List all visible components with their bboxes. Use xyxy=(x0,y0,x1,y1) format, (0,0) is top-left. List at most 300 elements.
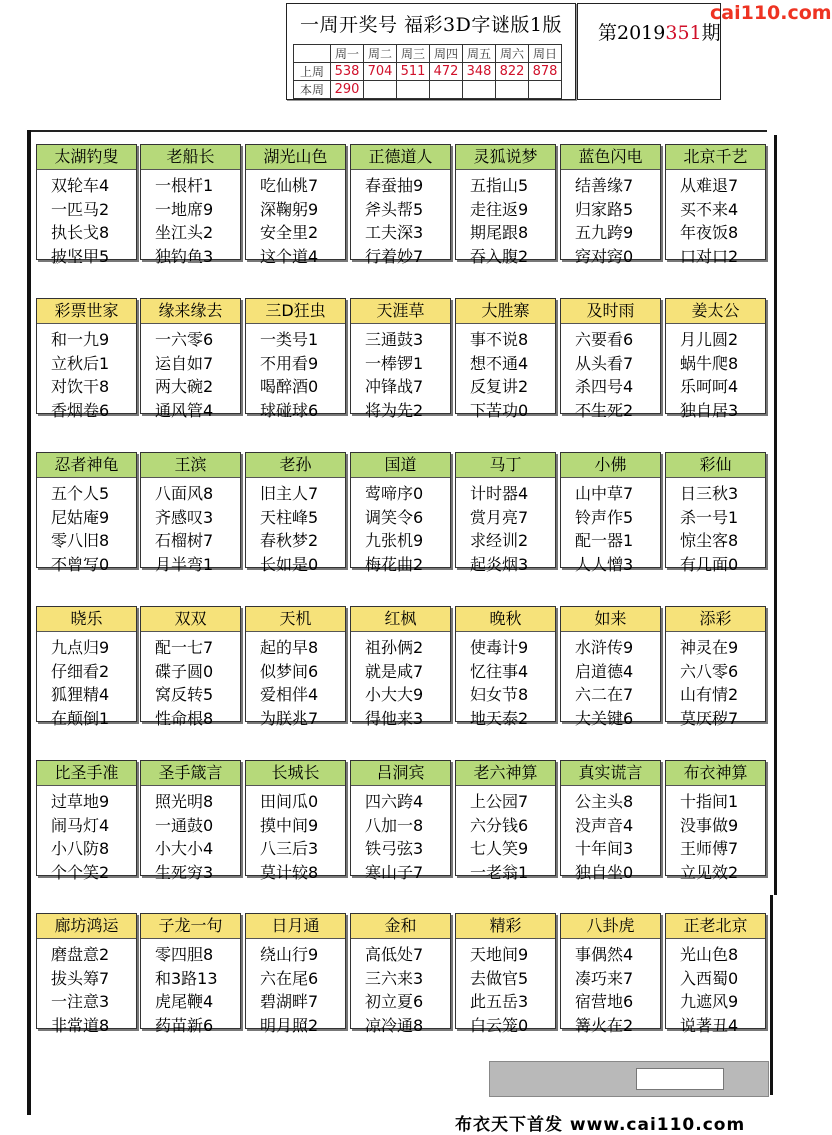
riddle-line: 碧湖畔7 xyxy=(260,992,319,1011)
card-riddle-lines xyxy=(575,636,633,730)
card-author-name: 大胜寨 xyxy=(456,299,555,324)
card-author-name: 圣手箴言 xyxy=(141,761,240,786)
riddle-line: 虎尾鞭4 xyxy=(155,992,214,1011)
card-riddle-lines xyxy=(365,328,423,422)
card-riddle-lines xyxy=(51,328,109,422)
card-author-name: 如来 xyxy=(561,607,660,632)
card-author-name: 天涯草 xyxy=(351,299,450,324)
riddle-card xyxy=(455,144,556,266)
riddle-line: 惊尘客8 xyxy=(680,531,739,550)
riddle-card xyxy=(350,913,451,1035)
card-riddle-lines xyxy=(680,328,738,422)
riddle-card xyxy=(455,760,556,882)
riddle-line: 启道德4 xyxy=(575,661,634,681)
riddle-line: 不用看9 xyxy=(260,353,319,373)
riddle-line: 球碰球6 xyxy=(260,400,319,420)
riddle-line: 绕山行9 xyxy=(260,945,319,964)
riddle-line: 小八防8 xyxy=(51,839,110,858)
riddle-card xyxy=(350,606,451,728)
riddle-line: 结善缘7 xyxy=(575,176,634,195)
riddle-line: 斧头帮5 xyxy=(365,199,424,219)
card-author-name: 晚秋 xyxy=(456,607,555,632)
riddle-line: 披坚甲5 xyxy=(51,246,110,266)
card-riddle-lines xyxy=(575,482,633,576)
card-author-name: 蓝色闪电 xyxy=(561,145,660,170)
riddle-line: 六在尾6 xyxy=(260,968,319,988)
card-riddle-lines xyxy=(365,636,423,730)
riddle-line: 九遮风9 xyxy=(680,992,739,1011)
riddle-line: 地天泰2 xyxy=(470,708,529,728)
day-label: 周三 xyxy=(397,45,430,63)
card-riddle-lines xyxy=(155,174,213,268)
riddle-card xyxy=(665,606,766,728)
riddle-line: 赏月亮7 xyxy=(470,507,529,527)
riddle-line: 不曾写0 xyxy=(51,554,110,574)
day-label: 周一 xyxy=(331,45,364,63)
draw-value xyxy=(430,81,463,99)
riddle-line: 碟子圆0 xyxy=(155,661,214,681)
card-author-name: 王滨 xyxy=(141,453,240,478)
draw-value: 822 xyxy=(496,63,529,81)
riddle-line: 齐感叹3 xyxy=(155,507,214,527)
card-riddle-lines xyxy=(680,943,738,1037)
riddle-card xyxy=(455,913,556,1035)
riddle-card xyxy=(245,606,346,728)
footer-text: 布衣天下首发 www.cai110.com xyxy=(455,1115,746,1135)
card-author-name: 八卦虎 xyxy=(561,914,660,939)
card-riddle-lines xyxy=(365,943,423,1037)
riddle-line: 配一七7 xyxy=(155,638,214,657)
riddle-line: 五指山5 xyxy=(470,176,529,195)
riddle-line: 旧主人7 xyxy=(260,484,319,503)
riddle-line: 此五岳3 xyxy=(470,992,529,1011)
card-author-name: 忍者神龟 xyxy=(37,453,136,478)
riddle-line: 四六跨4 xyxy=(365,792,424,811)
riddle-line: 一类号1 xyxy=(260,330,319,349)
riddle-line: 高低处7 xyxy=(365,945,424,964)
riddle-line: 零八旧8 xyxy=(51,531,110,550)
riddle-line: 买不来4 xyxy=(680,199,739,219)
draw-value xyxy=(496,81,529,99)
draw-value xyxy=(397,81,430,99)
card-riddle-lines xyxy=(155,482,213,576)
draw-value xyxy=(364,81,397,99)
riddle-line: 石榴树7 xyxy=(155,531,214,550)
card-author-name: 姜太公 xyxy=(666,299,765,324)
card-author-name: 布衣神算 xyxy=(666,761,765,786)
riddle-line: 一匹马2 xyxy=(51,199,110,219)
card-author-name: 天机 xyxy=(246,607,345,632)
riddle-line: 香烟卷6 xyxy=(51,400,110,420)
day-label: 周二 xyxy=(364,45,397,63)
card-riddle-lines xyxy=(260,943,318,1037)
day-label: 周六 xyxy=(496,45,529,63)
riddle-line: 调笑令6 xyxy=(365,507,424,527)
riddle-line: 狐狸精4 xyxy=(51,685,110,704)
card-riddle-lines xyxy=(470,943,528,1037)
riddle-line: 事偶然4 xyxy=(575,945,634,964)
card-author-name: 国道 xyxy=(351,453,450,478)
riddle-line: 山中草7 xyxy=(575,484,634,503)
riddle-line: 求经训2 xyxy=(470,531,529,550)
riddle-line: 起炎烟3 xyxy=(470,554,529,574)
riddle-line: 三六来3 xyxy=(365,968,424,988)
riddle-line: 走往返9 xyxy=(470,199,529,219)
riddle-line: 尼姑庵9 xyxy=(51,507,110,527)
riddle-line: 这个道4 xyxy=(260,246,319,266)
riddle-line: 磨盘意2 xyxy=(51,945,110,964)
riddle-line: 有几面0 xyxy=(680,554,739,574)
card-author-name: 正老北京 xyxy=(666,914,765,939)
card-author-name: 日月通 xyxy=(246,914,345,939)
riddle-line: 深鞠躬9 xyxy=(260,199,319,219)
riddle-line: 初立夏6 xyxy=(365,992,424,1011)
card-author-name: 比圣手准 xyxy=(37,761,136,786)
riddle-line: 祖孙俩2 xyxy=(365,638,424,657)
riddle-line: 寒山子7 xyxy=(365,862,424,882)
card-riddle-lines xyxy=(51,174,109,268)
riddle-line: 一棒锣1 xyxy=(365,353,424,373)
header-title: 一周开奖号 福彩3D字谜版1版 xyxy=(300,14,562,36)
riddle-line: 日三秋3 xyxy=(680,484,739,503)
card-riddle-lines xyxy=(470,790,528,884)
riddle-card xyxy=(36,298,137,420)
card-author-name: 马丁 xyxy=(456,453,555,478)
riddle-card xyxy=(560,760,661,882)
card-riddle-lines xyxy=(575,790,633,884)
riddle-line: 爱相伴4 xyxy=(260,685,319,704)
draw-value: 878 xyxy=(529,63,562,81)
riddle-line: 吞入腹2 xyxy=(470,246,529,266)
riddle-line: 照光明8 xyxy=(155,792,214,811)
frame-right-border xyxy=(774,135,777,895)
riddle-card xyxy=(245,144,346,266)
riddle-card xyxy=(140,144,241,266)
riddle-card xyxy=(560,452,661,574)
riddle-line: 说著丑4 xyxy=(680,1015,739,1035)
riddle-card xyxy=(36,760,137,882)
card-riddle-lines xyxy=(575,174,633,268)
riddle-line: 春秋梦2 xyxy=(260,531,319,550)
riddle-line: 期尾跟8 xyxy=(470,223,529,242)
riddle-line: 对饮干8 xyxy=(51,377,110,396)
riddle-line: 十指间1 xyxy=(680,792,739,811)
day-label: 周四 xyxy=(430,45,463,63)
riddle-line: 一地席9 xyxy=(155,199,214,219)
riddle-line: 安全里2 xyxy=(260,223,319,242)
riddle-line: 明月照2 xyxy=(260,1015,319,1035)
card-author-name: 彩仙 xyxy=(666,453,765,478)
riddle-line: 九张机9 xyxy=(365,531,424,550)
riddle-line: 和3路13 xyxy=(155,968,218,988)
riddle-line: 运自如7 xyxy=(155,353,214,373)
riddle-line: 杀四号4 xyxy=(575,377,634,396)
riddle-line: 没事做9 xyxy=(680,815,739,835)
riddle-line: 八加一8 xyxy=(365,815,424,835)
draw-value: 290 xyxy=(331,81,364,99)
issue-prefix: 第2019 xyxy=(598,22,666,44)
riddle-line: 起的早8 xyxy=(260,638,319,657)
card-riddle-lines xyxy=(260,482,318,576)
riddle-line: 月儿圆2 xyxy=(680,330,739,349)
riddle-line: 一六零6 xyxy=(155,330,214,349)
card-author-name: 金和 xyxy=(351,914,450,939)
riddle-line: 妇女节8 xyxy=(470,685,529,704)
riddle-line: 天柱峰5 xyxy=(260,507,319,527)
card-author-name: 太湖钓叟 xyxy=(37,145,136,170)
riddle-card xyxy=(245,298,346,420)
card-author-name: 正德道人 xyxy=(351,145,450,170)
card-riddle-lines xyxy=(51,943,109,1037)
frame-right-border-lower xyxy=(770,895,773,1095)
riddle-line: 六分钱6 xyxy=(470,815,529,835)
riddle-line: 使毒计9 xyxy=(470,638,529,657)
riddle-line: 摸中间9 xyxy=(260,815,319,835)
riddle-card xyxy=(350,298,451,420)
card-riddle-lines xyxy=(260,174,318,268)
card-author-name: 缘来缘去 xyxy=(141,299,240,324)
card-author-name: 真实谎言 xyxy=(561,761,660,786)
riddle-line: 没声音4 xyxy=(575,815,634,835)
riddle-card xyxy=(665,913,766,1035)
riddle-line: 将为先2 xyxy=(365,400,424,420)
riddle-line: 想不通4 xyxy=(470,353,529,373)
card-riddle-lines xyxy=(470,636,528,730)
riddle-line: 公主头8 xyxy=(575,792,634,811)
riddle-card xyxy=(140,913,241,1035)
riddle-card xyxy=(36,913,137,1035)
riddle-line: 五九跨9 xyxy=(575,223,634,242)
card-riddle-lines xyxy=(680,174,738,268)
riddle-line: 喝醉酒0 xyxy=(260,377,319,396)
riddle-card xyxy=(350,760,451,882)
riddle-line: 莫计较8 xyxy=(260,862,319,882)
riddle-card xyxy=(245,913,346,1035)
riddle-line: 闹马灯4 xyxy=(51,815,110,835)
card-author-name: 添彩 xyxy=(666,607,765,632)
riddle-line: 一根杆1 xyxy=(155,176,214,195)
riddle-line: 七人笑9 xyxy=(470,839,529,858)
this-week-label: 本周 xyxy=(294,81,331,99)
draw-value xyxy=(529,81,562,99)
riddle-line: 行着妙7 xyxy=(365,246,424,266)
draw-value: 348 xyxy=(463,63,496,81)
riddle-line: 上公园7 xyxy=(470,792,529,811)
card-author-name: 老孙 xyxy=(246,453,345,478)
riddle-line: 篝火在2 xyxy=(575,1015,634,1035)
riddle-line: 药苗新6 xyxy=(155,1015,214,1035)
issue-box xyxy=(577,3,721,100)
card-riddle-lines xyxy=(155,943,218,1037)
card-riddle-lines xyxy=(365,790,423,884)
riddle-line: 性命根8 xyxy=(155,708,214,728)
riddle-line: 年夜饭8 xyxy=(680,223,739,242)
header-box xyxy=(286,3,576,100)
draw-value: 538 xyxy=(331,63,364,81)
card-riddle-lines xyxy=(155,636,213,730)
card-riddle-lines xyxy=(470,482,528,576)
riddle-card xyxy=(245,452,346,574)
riddle-card xyxy=(665,298,766,420)
riddle-line: 归家路5 xyxy=(575,199,634,219)
frame-left-border xyxy=(27,130,31,1115)
card-author-name: 长城长 xyxy=(246,761,345,786)
card-riddle-lines xyxy=(680,482,738,576)
card-riddle-lines xyxy=(51,790,109,884)
riddle-line: 光山色8 xyxy=(680,945,739,964)
footer-gray-box xyxy=(489,1061,769,1097)
riddle-line: 似梦间6 xyxy=(260,661,319,681)
riddle-line: 就是咸7 xyxy=(365,661,424,681)
weekly-draw-table xyxy=(293,44,562,99)
card-author-name: 北京千艺 xyxy=(666,145,765,170)
card-author-name: 小佛 xyxy=(561,453,660,478)
riddle-line: 三通鼓3 xyxy=(365,330,424,349)
frame-top-border xyxy=(27,130,767,132)
riddle-line: 计时器4 xyxy=(470,484,529,503)
riddle-line: 一注意3 xyxy=(51,992,110,1011)
draw-value: 704 xyxy=(364,63,397,81)
riddle-line: 过草地9 xyxy=(51,792,110,811)
riddle-line: 莫厌秽7 xyxy=(680,708,739,728)
issue-number xyxy=(598,18,721,45)
riddle-line: 事不说8 xyxy=(470,330,529,349)
card-author-name: 彩票世家 xyxy=(37,299,136,324)
day-label: 周日 xyxy=(529,45,562,63)
riddle-card xyxy=(665,452,766,574)
riddle-line: 零四胆8 xyxy=(155,945,214,964)
riddle-line: 九点归9 xyxy=(51,638,110,657)
last-week-label: 上周 xyxy=(294,63,331,81)
corner-cell xyxy=(294,45,331,63)
day-header-row xyxy=(294,45,562,63)
footer-white-box xyxy=(636,1068,724,1090)
riddle-card xyxy=(665,144,766,266)
riddle-line: 配一器1 xyxy=(575,531,634,550)
riddle-line: 冲锋战7 xyxy=(365,377,424,396)
card-riddle-lines xyxy=(365,482,423,576)
card-author-name: 及时雨 xyxy=(561,299,660,324)
card-riddle-lines xyxy=(51,636,109,730)
riddle-card xyxy=(350,144,451,266)
riddle-card xyxy=(560,606,661,728)
riddle-line: 白云笼0 xyxy=(470,1015,529,1035)
card-author-name: 老六神算 xyxy=(456,761,555,786)
site-logo: cai110.com xyxy=(710,2,832,24)
riddle-card xyxy=(140,760,241,882)
riddle-line: 下苦功0 xyxy=(470,400,529,420)
this-week-row xyxy=(294,81,562,99)
riddle-line: 十年间3 xyxy=(575,839,634,858)
card-riddle-lines xyxy=(155,328,213,422)
issue-suffix: 期 xyxy=(701,22,721,44)
riddle-line: 小大小4 xyxy=(155,839,214,858)
riddle-card xyxy=(665,760,766,882)
riddle-line: 一通鼓0 xyxy=(155,815,214,835)
card-riddle-lines xyxy=(365,174,423,268)
card-author-name: 湖光山色 xyxy=(246,145,345,170)
riddle-line: 山有情2 xyxy=(680,685,739,704)
riddle-line: 工夫深3 xyxy=(365,223,424,242)
riddle-line: 得他来3 xyxy=(365,708,424,728)
card-riddle-lines xyxy=(470,174,528,268)
issue-num: 351 xyxy=(665,22,702,44)
riddle-card xyxy=(455,298,556,420)
card-riddle-lines xyxy=(155,790,213,884)
riddle-line: 个个笑2 xyxy=(51,862,110,882)
riddle-line: 拔头筹7 xyxy=(51,968,110,988)
draw-value: 472 xyxy=(430,63,463,81)
riddle-line: 人人憎3 xyxy=(575,554,634,574)
riddle-line: 通风管4 xyxy=(155,400,214,420)
riddle-line: 生死穷3 xyxy=(155,862,214,882)
card-author-name: 三D狂虫 xyxy=(246,299,345,324)
riddle-card xyxy=(350,452,451,574)
card-riddle-lines xyxy=(260,328,318,422)
riddle-line: 铃声作5 xyxy=(575,507,634,527)
riddle-line: 双轮车4 xyxy=(51,176,110,195)
riddle-line: 王师傅7 xyxy=(680,839,739,858)
riddle-line: 六八零6 xyxy=(680,661,739,681)
riddle-card xyxy=(140,606,241,728)
riddle-line: 非常道8 xyxy=(51,1015,110,1035)
riddle-line: 吃仙桃7 xyxy=(260,176,319,195)
riddle-line: 乐呵呵4 xyxy=(680,377,739,396)
riddle-line: 立见效2 xyxy=(680,862,739,882)
riddle-line: 忆往事4 xyxy=(470,661,529,681)
riddle-line: 水浒传9 xyxy=(575,638,634,657)
draw-value: 511 xyxy=(397,63,430,81)
riddle-line: 从头看7 xyxy=(575,353,634,373)
riddle-line: 去做官5 xyxy=(470,968,529,988)
riddle-card xyxy=(560,913,661,1035)
riddle-line: 六二在7 xyxy=(575,685,634,704)
card-riddle-lines xyxy=(680,790,738,884)
riddle-line: 六要看6 xyxy=(575,330,634,349)
card-author-name: 双双 xyxy=(141,607,240,632)
riddle-line: 八面风8 xyxy=(155,484,214,503)
card-riddle-lines xyxy=(575,328,633,422)
last-week-row xyxy=(294,63,562,81)
riddle-card xyxy=(36,144,137,266)
riddle-line: 不生死2 xyxy=(575,400,634,420)
riddle-line: 梅花曲2 xyxy=(365,554,424,574)
riddle-line: 铁弓弦3 xyxy=(365,839,424,858)
riddle-line: 凑巧来7 xyxy=(575,968,634,988)
riddle-line: 口对口2 xyxy=(680,246,739,266)
day-label: 周五 xyxy=(463,45,496,63)
riddle-line: 两大碗2 xyxy=(155,377,214,396)
riddle-line: 独钓鱼3 xyxy=(155,246,214,266)
riddle-line: 凉冷通8 xyxy=(365,1015,424,1035)
riddle-line: 为朕兆7 xyxy=(260,708,319,728)
riddle-line: 独自居3 xyxy=(680,400,739,420)
riddle-line: 月半弯1 xyxy=(155,554,214,574)
card-riddle-lines xyxy=(260,636,318,730)
card-riddle-lines xyxy=(51,482,109,576)
riddle-line: 独自坐0 xyxy=(575,862,634,882)
riddle-line: 莺啼序0 xyxy=(365,484,424,503)
riddle-line: 春蚕抽9 xyxy=(365,176,424,195)
draw-value xyxy=(463,81,496,99)
card-riddle-lines xyxy=(575,943,633,1037)
riddle-card xyxy=(36,452,137,574)
riddle-line: 宿营地6 xyxy=(575,992,634,1011)
card-author-name: 廊坊鸿运 xyxy=(37,914,136,939)
card-author-name: 子龙一句 xyxy=(141,914,240,939)
riddle-line: 执长戈8 xyxy=(51,223,110,242)
riddle-line: 立秋后1 xyxy=(51,353,110,373)
